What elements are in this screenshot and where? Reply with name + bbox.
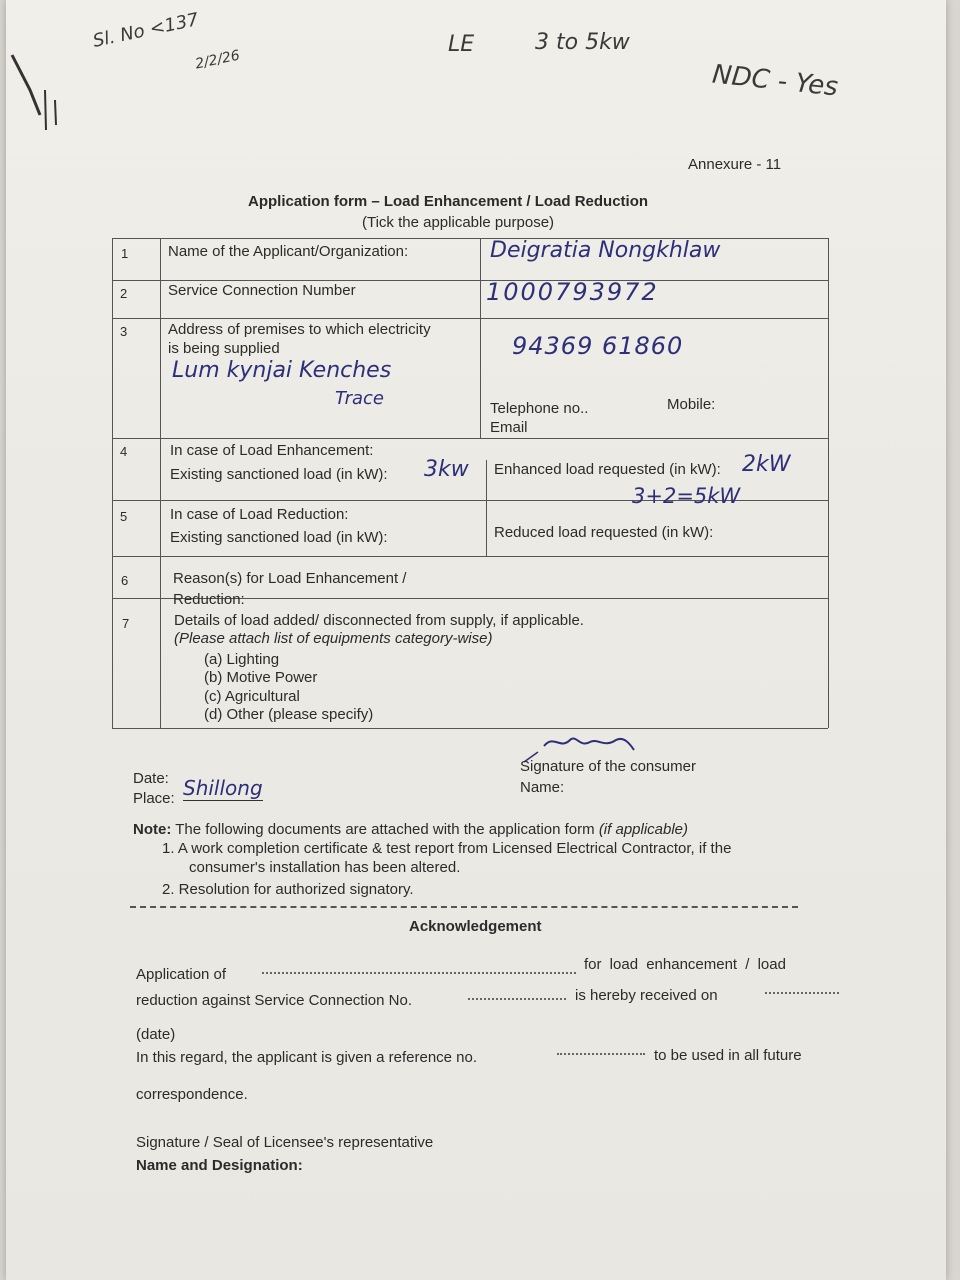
licensee-name-label: Name and Designation: xyxy=(136,1157,303,1174)
phone-value: 94369 61860 xyxy=(512,332,684,360)
date-note: 2/2/26 xyxy=(193,47,242,73)
licensee-signature-label: Signature / Seal of Licensee's representative xyxy=(136,1134,434,1151)
note-line xyxy=(133,821,833,838)
address-value-line1: Lum kynjai Kenches xyxy=(172,358,392,383)
place-label: Place: xyxy=(133,790,175,807)
applicant-name-label: Name of the Applicant/Organization: xyxy=(168,243,409,260)
load-details-line2: (Please attach list of equipments category-wise) xyxy=(174,630,493,647)
load-item: (a) Lighting xyxy=(204,651,280,668)
annexure-label: Annexure - 11 xyxy=(688,156,782,173)
load-change-note: 3 to 5kw xyxy=(535,30,630,55)
table-line xyxy=(112,556,828,557)
ack-blank[interactable] xyxy=(262,972,576,974)
service-connection-value: 1000793972 xyxy=(486,278,659,306)
divider xyxy=(130,906,798,908)
applicant-name-value: Deigratia Nongkhlaw xyxy=(490,238,721,263)
note-item1-line2: consumer's installation has been altered. xyxy=(189,859,461,876)
row-number: 1 xyxy=(121,246,129,261)
load-item: (d) Other (please specify) xyxy=(204,706,374,723)
ack-blank[interactable] xyxy=(468,998,566,1000)
table-line xyxy=(480,238,481,438)
ack-blank[interactable] xyxy=(557,1053,645,1055)
ndc-note: NDC - Yes xyxy=(710,59,840,103)
address-value-line2: Trace xyxy=(335,388,384,409)
place-value: Shillong xyxy=(183,776,263,800)
load-item: (c) Agricultural xyxy=(204,688,300,705)
ack-future: to be used in all future xyxy=(654,1047,802,1064)
address-label-line2: is being supplied xyxy=(168,340,280,357)
telephone-label: Telephone no.. xyxy=(490,400,589,417)
note-applicable: (if applicable) xyxy=(598,821,689,838)
row-number: 3 xyxy=(120,324,128,339)
row-number: 5 xyxy=(120,509,128,524)
reason-label-line1: Reason(s) for Load Enhancement / xyxy=(173,570,407,587)
load-item: (b) Motive Power xyxy=(204,669,318,686)
reason-label-line2: Reduction: xyxy=(173,591,245,608)
enhanced-load-value: 2kW xyxy=(742,452,791,477)
ack-blank[interactable] xyxy=(765,992,839,994)
address-label-line1: Address of premises to which electricity xyxy=(168,321,431,338)
table-line xyxy=(112,438,828,439)
table-line xyxy=(486,460,487,556)
email-label: Email xyxy=(490,419,528,436)
reduction-heading: In case of Load Reduction: xyxy=(170,506,349,523)
ack-for-load: for load enhancement / load xyxy=(584,956,786,973)
date-label: Date: xyxy=(133,770,169,787)
ack-title: Acknowledgement xyxy=(409,918,542,935)
name-label: Name: xyxy=(520,779,565,796)
ack-date: (date) xyxy=(136,1026,176,1043)
load-details-line1: Details of load added/ disconnected from supply, if applicable. xyxy=(174,612,584,629)
staple-mark xyxy=(0,20,70,150)
mobile-label: Mobile: xyxy=(667,396,716,413)
form-title: Application form – Load Enhancement / Load Reduction xyxy=(248,193,649,210)
service-connection-label: Service Connection Number xyxy=(168,282,356,299)
note-text: The following documents are attached with the application form xyxy=(175,821,595,838)
existing-load-value: 3kw xyxy=(424,457,469,482)
enhancement-heading: In case of Load Enhancement: xyxy=(170,442,374,459)
table-line xyxy=(160,238,161,728)
row-number: 4 xyxy=(120,444,128,459)
ack-correspondence: correspondence. xyxy=(136,1086,248,1103)
serial-note: Sl. No <137 xyxy=(90,9,201,52)
table-line xyxy=(112,280,828,281)
table-line xyxy=(112,728,828,729)
row-number: 6 xyxy=(121,573,129,588)
form-subtitle: (Tick the applicable purpose) xyxy=(362,214,555,231)
le-note: LE xyxy=(448,32,475,57)
ack-received: is hereby received on xyxy=(575,987,718,1004)
table-line xyxy=(828,238,829,728)
table-line xyxy=(112,238,828,239)
signature-label: Signature of the consumer xyxy=(520,758,696,775)
table-line xyxy=(112,318,828,319)
reduced-load-label: Reduced load requested (in kW): xyxy=(494,524,714,541)
load-calculation: 3+2=5kW xyxy=(632,484,741,508)
note-item1-line1: 1. A work completion certificate & test report from Licensed Electrical Contractor, if the xyxy=(162,840,732,857)
enhanced-load-label: Enhanced load requested (in kW): xyxy=(494,461,721,478)
row-number: 7 xyxy=(122,616,130,631)
existing-load-label: Existing sanctioned load (in kW): xyxy=(170,466,388,483)
note-item2: 2. Resolution for authorized signatory. xyxy=(162,881,414,898)
table-line xyxy=(112,238,113,728)
row-number: 2 xyxy=(120,286,128,301)
note-prefix: Note: xyxy=(133,821,172,838)
reduction-existing-label: Existing sanctioned load (in kW): xyxy=(170,529,388,546)
ack-regard: In this regard, the applicant is given a reference no. xyxy=(136,1049,478,1066)
ack-reduction: reduction against Service Connection No. xyxy=(136,992,412,1009)
ack-app-of: Application of xyxy=(136,966,227,983)
